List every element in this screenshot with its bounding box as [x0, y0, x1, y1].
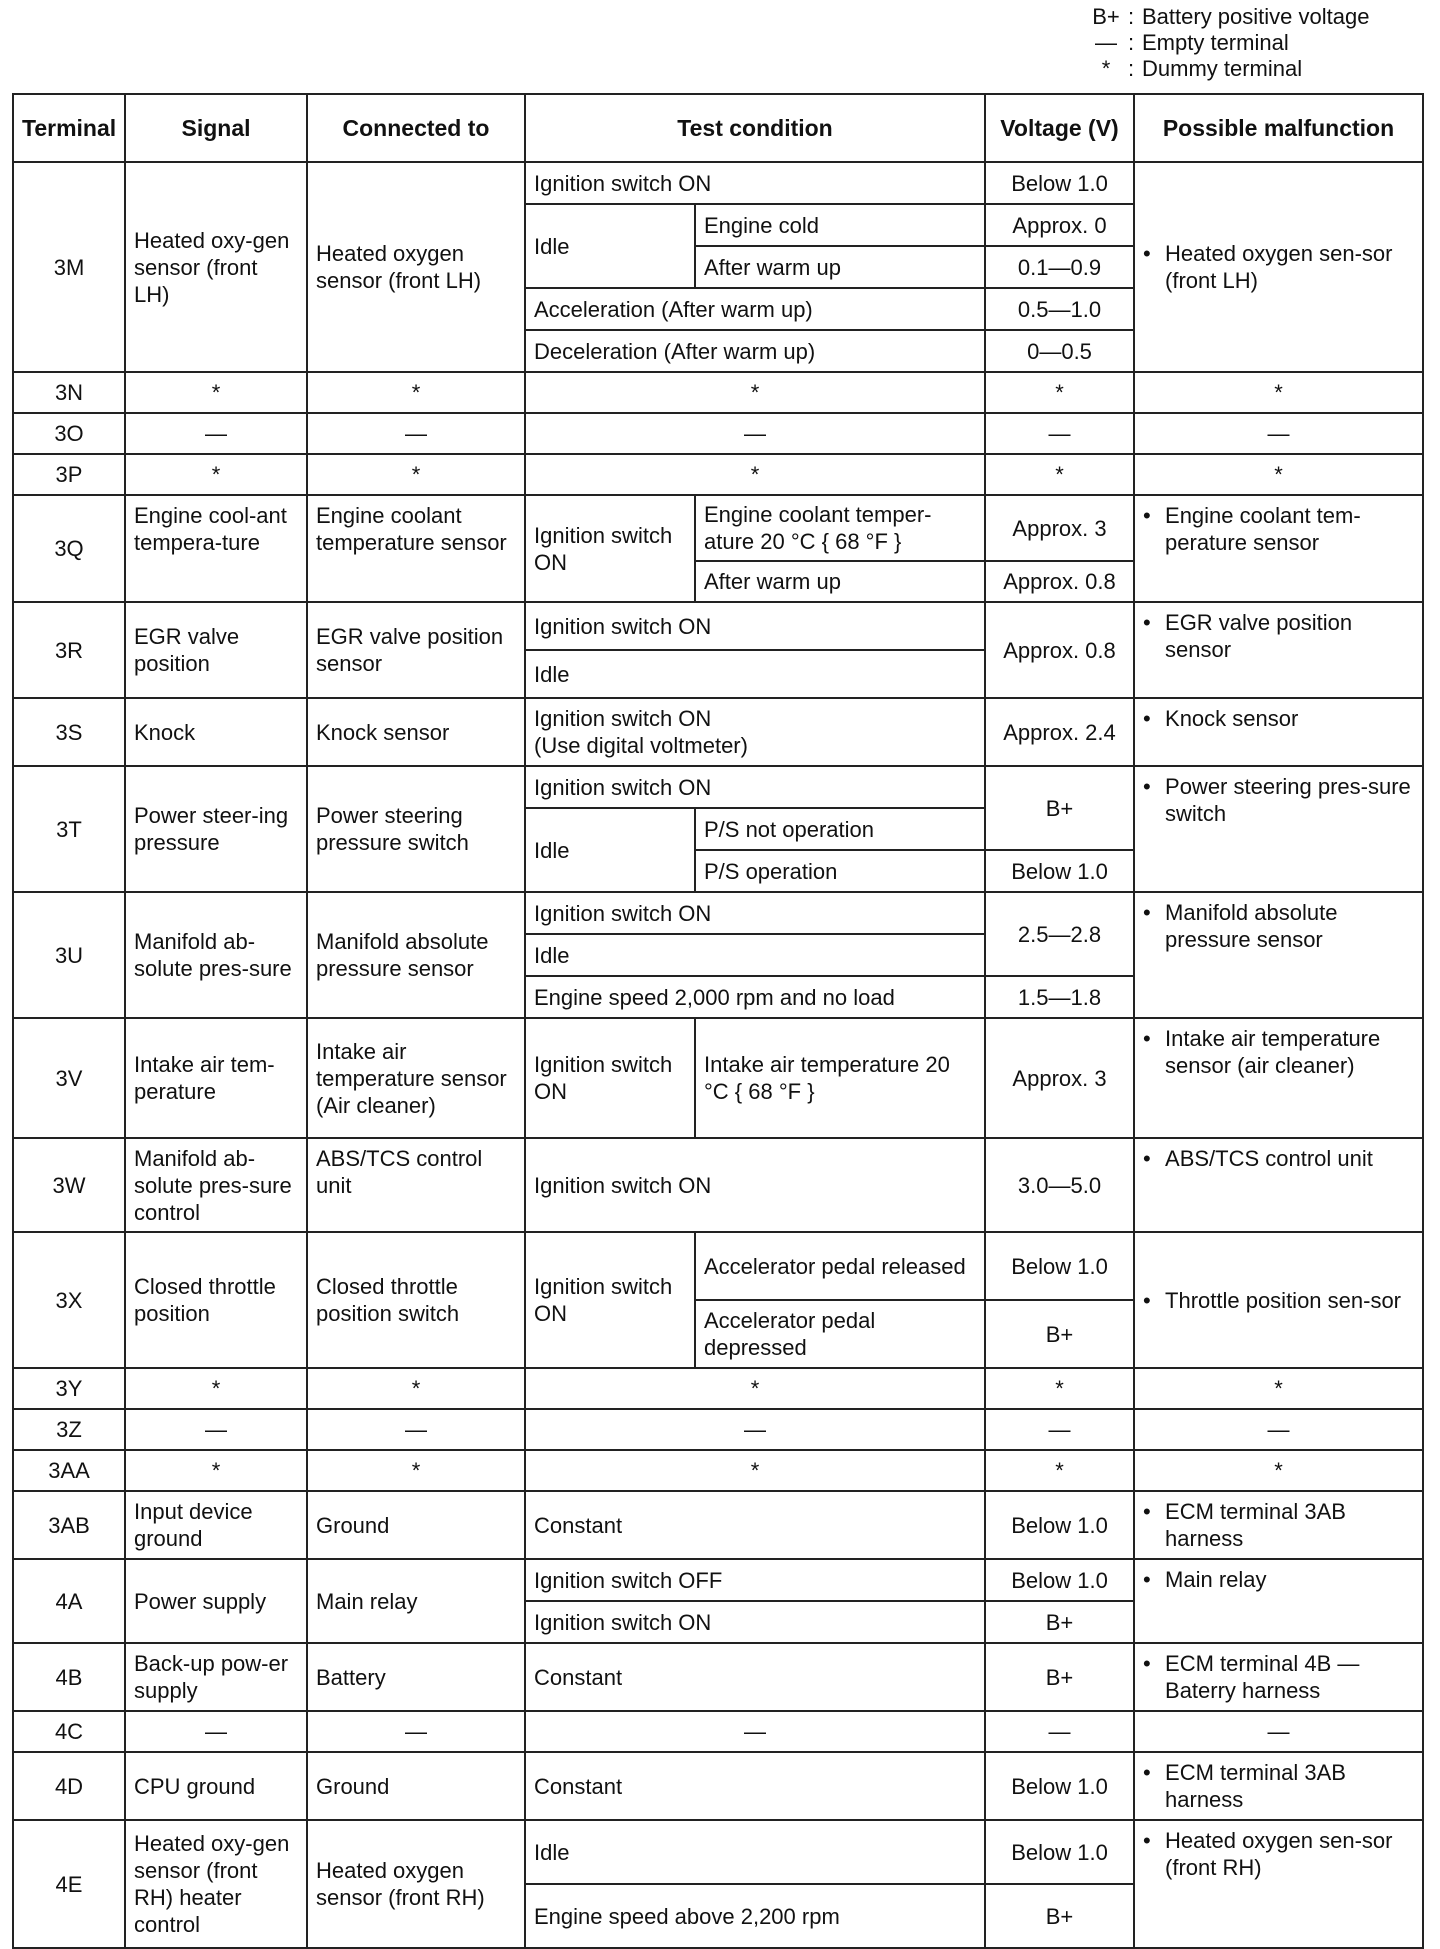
terminal-cell: 4B [13, 1643, 125, 1711]
connected-cell: — [307, 1409, 525, 1450]
condition-line: Ignition switch ON [534, 706, 712, 731]
condition-cell: After warm up [695, 246, 985, 288]
malfunction-text: Heated oxygen sen-sor (front LH) [1165, 241, 1393, 293]
bullet: • [1143, 1760, 1151, 1785]
voltage-cell: 2.5—2.8 [985, 892, 1134, 976]
legend-symbol: B+ [1092, 4, 1120, 29]
malfunction-cell [1134, 602, 1423, 698]
voltage-cell: B+ [985, 1601, 1134, 1643]
terminal-cell: 4D [13, 1752, 125, 1820]
voltage-cell: Approx. 2.4 [985, 698, 1134, 766]
malfunction-cell [1134, 1643, 1423, 1711]
table-row [13, 162, 1423, 204]
condition-cell: Ignition switch ON [525, 495, 695, 602]
signal-cell: — [125, 1711, 307, 1752]
voltage-cell: Approx. 3 [985, 1018, 1134, 1138]
table-row [13, 1018, 1423, 1138]
voltage-cell: Below 1.0 [985, 1232, 1134, 1300]
malfunction-text: Power steering pres-sure switch [1165, 774, 1411, 826]
signal-cell: * [125, 1368, 307, 1409]
condition-cell: Ignition switch ON [525, 1138, 985, 1232]
malfunction-cell: — [1134, 1711, 1423, 1752]
condition-cell: Idle [525, 808, 695, 892]
condition-cell: * [525, 1368, 985, 1409]
malfunction-text: Knock sensor [1165, 706, 1299, 731]
header-signal: Signal [125, 94, 307, 162]
condition-cell: Accelerator pedal released [695, 1232, 985, 1300]
table-row [13, 1450, 1423, 1491]
legend-text: Empty terminal [1142, 30, 1289, 55]
terminal-cell: 4C [13, 1711, 125, 1752]
malfunction-cell: * [1134, 372, 1423, 413]
voltage-cell: Approx. 0.8 [985, 561, 1134, 602]
malfunction-text: Intake air temperature sensor (air cleaner) [1165, 1026, 1381, 1078]
voltage-cell: Below 1.0 [985, 1559, 1134, 1601]
malfunction-text: ABS/TCS control unit [1165, 1146, 1373, 1171]
legend-text: Dummy terminal [1142, 56, 1303, 81]
condition-cell: Ignition switch ON [525, 766, 985, 808]
table-row [13, 454, 1423, 495]
terminal-cell: 3AB [13, 1491, 125, 1559]
condition-cell: P/S operation [695, 850, 985, 892]
signal-cell: Heated oxy-gen sensor (front LH) [125, 162, 307, 372]
voltage-cell: B+ [985, 1884, 1134, 1948]
signal-cell: — [125, 1409, 307, 1450]
condition-cell: Acceleration (After warm up) [525, 288, 985, 330]
connected-cell: — [307, 413, 525, 454]
connected-cell: Heated oxygen sensor (front RH) [307, 1820, 525, 1948]
terminal-cell: 3V [13, 1018, 125, 1138]
connected-cell: Knock sensor [307, 698, 525, 766]
malfunction-cell [1134, 1559, 1423, 1643]
bullet: • [1143, 706, 1151, 731]
terminal-cell: 3O [13, 413, 125, 454]
table-row [13, 1559, 1423, 1601]
condition-cell: Engine coolant temper-ature 20 °C { 68 °F } [695, 495, 985, 561]
header-terminal: Terminal [13, 94, 125, 162]
bullet: • [1143, 1287, 1151, 1313]
malfunction-text: EGR valve position sensor [1165, 610, 1353, 662]
condition-cell: Idle [525, 934, 985, 976]
voltage-cell: * [985, 1368, 1134, 1409]
condition-cell: — [525, 1409, 985, 1450]
terminal-cell: 3U [13, 892, 125, 1018]
malfunction-cell [1134, 495, 1423, 602]
voltage-cell: — [985, 1711, 1134, 1752]
voltage-cell: B+ [985, 1300, 1134, 1368]
terminal-cell: 3T [13, 766, 125, 892]
bullet: • [1143, 1026, 1151, 1051]
bullet: • [1143, 1651, 1151, 1676]
table-row [13, 1643, 1423, 1711]
signal-cell: * [125, 372, 307, 413]
condition-cell: Ignition switch OFF [525, 1559, 985, 1601]
connected-cell: Power steering pressure switch [307, 766, 525, 892]
header-connected: Connected to [307, 94, 525, 162]
malfunction-cell [1134, 162, 1423, 372]
condition-cell: Ignition switch ON [525, 1601, 985, 1643]
header-test: Test condition [525, 94, 985, 162]
malfunction-cell: * [1134, 1450, 1423, 1491]
voltage-cell: Below 1.0 [985, 1820, 1134, 1884]
condition-cell: Constant [525, 1752, 985, 1820]
condition-cell: Accelerator pedal depressed [695, 1300, 985, 1368]
connected-cell: * [307, 1368, 525, 1409]
signal-cell: Intake air tem-perature [125, 1018, 307, 1138]
voltage-cell: Below 1.0 [985, 1752, 1134, 1820]
table-row [13, 1138, 1423, 1232]
condition-cell: — [525, 1711, 985, 1752]
condition-cell: Ignition switch ON [525, 1232, 695, 1368]
terminal-cell: 3Q [13, 495, 125, 602]
table-row [13, 1368, 1423, 1409]
voltage-cell: 0—0.5 [985, 330, 1134, 372]
connected-cell: * [307, 372, 525, 413]
malfunction-text: Heated oxygen sen-sor (front RH) [1165, 1828, 1393, 1880]
voltage-cell: Approx. 0.8 [985, 602, 1134, 698]
condition-cell: Engine speed 2,000 rpm and no load [525, 976, 985, 1018]
malfunction-cell [1134, 1232, 1423, 1368]
connected-cell: Battery [307, 1643, 525, 1711]
signal-cell: * [125, 1450, 307, 1491]
table-row [13, 1752, 1423, 1820]
legend-row: * : Dummy terminal [1084, 56, 1369, 82]
voltage-cell: Below 1.0 [985, 1491, 1134, 1559]
connected-cell: EGR valve position sensor [307, 602, 525, 698]
connected-cell: — [307, 1711, 525, 1752]
header-voltage: Voltage (V) [985, 94, 1134, 162]
signal-cell: — [125, 413, 307, 454]
connected-cell: Ground [307, 1491, 525, 1559]
terminal-cell: 3W [13, 1138, 125, 1232]
terminal-cell: 3Z [13, 1409, 125, 1450]
voltage-cell: * [985, 372, 1134, 413]
connected-cell: Intake air temperature sensor (Air cleaner) [307, 1018, 525, 1138]
terminal-cell: 3S [13, 698, 125, 766]
bullet: • [1143, 1499, 1151, 1524]
malfunction-cell: — [1134, 1409, 1423, 1450]
table-row [13, 1491, 1423, 1559]
header-malfunction: Possible malfunction [1134, 94, 1423, 162]
legend-row: B+ : Battery positive voltage [1084, 4, 1369, 30]
condition-line: (Use digital voltmeter) [534, 733, 748, 758]
malfunction-text: Engine coolant tem-perature sensor [1165, 503, 1361, 555]
malfunction-cell [1134, 892, 1423, 1018]
signal-cell: Manifold ab-solute pres-sure [125, 892, 307, 1018]
signal-cell: Power supply [125, 1559, 307, 1643]
signal-cell: Engine cool-ant tempera-ture [125, 495, 307, 602]
condition-cell [525, 698, 985, 766]
malfunction-text: Manifold absolute pressure sensor [1165, 900, 1338, 952]
malfunction-cell [1134, 1138, 1423, 1232]
connected-cell: Main relay [307, 1559, 525, 1643]
condition-cell: Idle [525, 1820, 985, 1884]
header-row [13, 94, 1423, 162]
malfunction-cell: * [1134, 1368, 1423, 1409]
malfunction-cell [1134, 1491, 1423, 1559]
terminal-cell: 3Y [13, 1368, 125, 1409]
condition-cell: Ignition switch ON [525, 162, 985, 204]
malfunction-cell: * [1134, 454, 1423, 495]
voltage-cell: B+ [985, 766, 1134, 850]
table-row [13, 1820, 1423, 1884]
malfunction-cell: — [1134, 413, 1423, 454]
terminal-cell: 3X [13, 1232, 125, 1368]
table-row [13, 372, 1423, 413]
connected-cell: * [307, 454, 525, 495]
condition-cell: * [525, 1450, 985, 1491]
voltage-cell: — [985, 413, 1134, 454]
signal-cell: Manifold ab-solute pres-sure control [125, 1138, 307, 1232]
signal-cell: EGR valve position [125, 602, 307, 698]
bullet: • [1143, 503, 1151, 528]
voltage-cell: Approx. 3 [985, 495, 1134, 561]
legend-symbol: — [1095, 30, 1117, 55]
connected-cell: * [307, 1450, 525, 1491]
condition-cell: * [525, 372, 985, 413]
voltage-cell: Below 1.0 [985, 162, 1134, 204]
bullet: • [1143, 900, 1151, 925]
terminal-cell: 4A [13, 1559, 125, 1643]
condition-cell: Engine cold [695, 204, 985, 246]
terminal-cell: 3M [13, 162, 125, 372]
signal-cell: * [125, 454, 307, 495]
malfunction-text: ECM terminal 3AB harness [1165, 1760, 1346, 1812]
voltage-cell: — [985, 1409, 1134, 1450]
condition-cell: Deceleration (After warm up) [525, 330, 985, 372]
terminal-cell: 3R [13, 602, 125, 698]
signal-cell: Closed throttle position [125, 1232, 307, 1368]
table-row [13, 1409, 1423, 1450]
malfunction-cell [1134, 1820, 1423, 1948]
condition-cell: — [525, 413, 985, 454]
table-row [13, 766, 1423, 808]
malfunction-cell [1134, 766, 1423, 892]
voltage-cell: 1.5—1.8 [985, 976, 1134, 1018]
condition-cell: Idle [525, 650, 985, 698]
voltage-cell: * [985, 1450, 1134, 1491]
legend-row: — : Empty terminal [1084, 30, 1369, 56]
terminal-table [12, 93, 1424, 1949]
voltage-cell: Approx. 0 [985, 204, 1134, 246]
table-row [13, 602, 1423, 650]
voltage-cell: 0.1—0.9 [985, 246, 1134, 288]
condition-cell: Intake air temperature 20 °C { 68 °F } [695, 1018, 985, 1138]
table-row [13, 698, 1423, 766]
condition-cell: Constant [525, 1643, 985, 1711]
malfunction-text: ECM terminal 4B — Baterry harness [1165, 1651, 1360, 1703]
terminal-cell: 3P [13, 454, 125, 495]
malfunction-cell [1134, 698, 1423, 766]
bullet: • [1143, 610, 1151, 635]
voltage-cell: 0.5—1.0 [985, 288, 1134, 330]
condition-cell: Ignition switch ON [525, 1018, 695, 1138]
table-row [13, 413, 1423, 454]
condition-cell: Engine speed above 2,200 rpm [525, 1884, 985, 1948]
bullet: • [1143, 1146, 1151, 1171]
voltage-cell: Below 1.0 [985, 850, 1134, 892]
condition-cell: * [525, 454, 985, 495]
terminal-cell: 3N [13, 372, 125, 413]
signal-cell: Input device ground [125, 1491, 307, 1559]
malfunction-cell [1134, 1752, 1423, 1820]
bullet: • [1143, 774, 1151, 799]
legend [1084, 4, 1369, 82]
condition-cell: After warm up [695, 561, 985, 602]
voltage-cell: B+ [985, 1643, 1134, 1711]
voltage-cell: 3.0—5.0 [985, 1138, 1134, 1232]
terminal-cell: 4E [13, 1820, 125, 1948]
condition-cell: Constant [525, 1491, 985, 1559]
condition-cell: Idle [525, 204, 695, 288]
legend-symbol: * [1101, 56, 1111, 81]
malfunction-cell [1134, 1018, 1423, 1138]
malfunction-text: ECM terminal 3AB harness [1165, 1499, 1346, 1551]
connected-cell: Heated oxygen sensor (front LH) [307, 162, 525, 372]
condition-cell: P/S not operation [695, 808, 985, 850]
connected-cell: Manifold absolute pressure sensor [307, 892, 525, 1018]
connected-cell: ABS/TCS control unit [307, 1138, 525, 1232]
condition-cell: Ignition switch ON [525, 892, 985, 934]
signal-cell: CPU ground [125, 1752, 307, 1820]
bullet: • [1143, 1828, 1151, 1853]
connected-cell: Engine coolant temperature sensor [307, 495, 525, 602]
table-row [13, 1232, 1423, 1300]
condition-cell: Ignition switch ON [525, 602, 985, 650]
bullet: • [1143, 241, 1151, 266]
connected-cell: Ground [307, 1752, 525, 1820]
signal-cell: Back-up pow-er supply [125, 1643, 307, 1711]
malfunction-text: Throttle position sen-sor [1165, 1287, 1402, 1313]
signal-cell: Heated oxy-gen sensor (front RH) heater control [125, 1820, 307, 1948]
terminal-cell: 3AA [13, 1450, 125, 1491]
table-row [13, 892, 1423, 934]
bullet: • [1143, 1567, 1151, 1592]
table-row [13, 1711, 1423, 1752]
signal-cell: Knock [125, 698, 307, 766]
legend-text: Battery positive voltage [1142, 4, 1370, 29]
connected-cell: Closed throttle position switch [307, 1232, 525, 1368]
signal-cell: Power steer-ing pressure [125, 766, 307, 892]
table-row [13, 495, 1423, 561]
voltage-cell: * [985, 454, 1134, 495]
malfunction-text: Main relay [1165, 1567, 1267, 1592]
